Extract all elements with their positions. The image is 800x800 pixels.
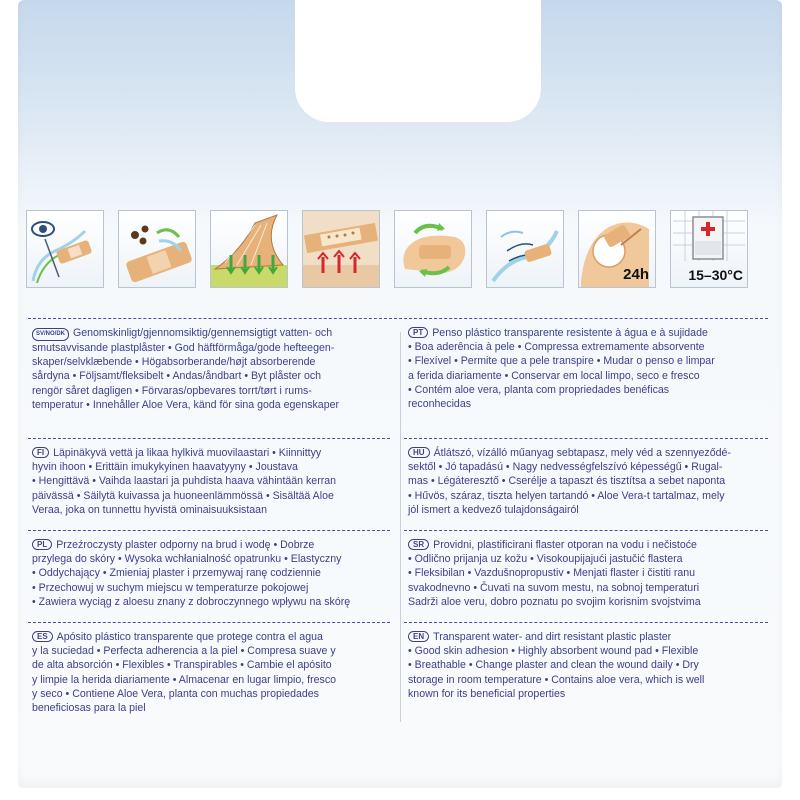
block-line: • Breathable • Change plaster and clean the wound daily • Dry [408,659,699,672]
block-line: svakodnevno • Čuvati na suvom mestu, na sobnoj temperaturi [408,581,700,594]
block-line: beneficiosas para la piel [32,702,146,715]
block-line: • Oddychający • Zmieniaj plaster i przemywaj ranę codziennie [32,567,321,580]
block-line: known for its beneficial properties [408,687,566,700]
text-block-sr [408,538,768,609]
divider [404,530,768,531]
block-line: päivässä • Säilytä kuivassa ja huoneenlämmössä • Sisältää Aloe [32,489,334,502]
block-line: Penso plástico transparente resistente à água e à sujidade [432,327,708,339]
block-line: mas • Légáteresztő • Cserélje a tapaszt és tisztítsa a sebet naponta [408,475,726,488]
block-line: • Zawiera wyciąg z aloesu znany z dobroczynnego wpływu na skórę [32,595,351,608]
text-block-hu [408,446,768,517]
hang-hole [295,0,541,122]
divider [28,622,390,623]
block-line: Sadrži aloe veru, dobro poznatu po svojim korisnim svojstvima [408,595,701,608]
block-line: • Hűvös, száraz, tiszta helyen tartandó • Aloe Vera-t tartalmaz, mely [408,489,725,502]
block-line: • Flexível • Permite que a pele transpire • Mudar o penso e limpar [408,355,715,368]
block-line: • Fleksibilan • Vazdušnopropustiv • Menjati flaster i čistiti ranu [408,567,696,580]
block-line: • Good skin adhesion • Highly absorbent wound pad • Flexible [408,645,699,658]
lang-badge: ES [32,631,53,642]
block-line: • Contém aloe vera, planta com propriedades benéficas [408,383,670,396]
block-line: Providni, plastificirani flaster otporan na vodu i nečistoće [433,539,697,551]
block-line: rengör såret dagligen • Förvaras/opbevares torrt/tørt i rums- [32,384,312,397]
block-line: sektől • Jó tapadású • Nagy nedvességfelszívó képességű • Rugal- [408,461,723,474]
divider-top [28,318,768,319]
text-block-pt [408,326,768,411]
lang-badge: PL [32,539,52,550]
text-block-sv-no-dk [32,326,392,412]
change-daily-icon [578,210,656,288]
block-line: jól ismert a kedvező tulajdonságairól [408,503,579,516]
block-line: de alta absorción • Flexibles • Transpirables • Cambie el apósito [32,659,332,672]
block-line: y limpie la herida diariamente • Almacenar en lugar limpio, fresco [32,673,337,686]
lang-badge: SR [408,539,429,550]
lang-badge: FI [32,447,49,458]
block-line: • Hengittävä • Vaihda laastari ja puhdista haava vähintään kerran [32,475,337,488]
block-line: Transparent water- and dirt resistant plastic plaster [433,631,672,643]
lang-badge: EN [408,631,429,642]
block-line: skaper/selvklæbende • Högabsorberande/højt absorberende [32,356,316,369]
lang-badge: HU [408,447,430,458]
block-line: Läpinäkyvä vettä ja likaa hylkivä muovilaastari • Kiinnittyy [53,447,322,459]
divider [404,438,768,439]
block-line: smutsavvisande plastplåster • God häftförmåga/gode hefteegen- [32,342,335,354]
skin-adhesion-icon [394,210,472,288]
text-block-es [32,630,392,715]
eye-transparent-icon [26,210,104,288]
pictogram-row [26,210,772,290]
change-daily-label: 24h [623,266,649,283]
block-line: a ferida diariamente • Conservar em local limpo, seco e fresco [408,369,700,382]
divider [28,438,390,439]
block-line: storage in room temperature • Contains aloe vera, which is well [408,673,705,686]
block-line: Przeźroczysty plaster odporny na brud i wodę • Dobrze [56,539,315,551]
block-line: • Boa aderência à pele • Compressa extremamente absorvente [408,341,705,354]
storage-temperature-icon [670,210,748,288]
divider [404,622,768,623]
block-line: temperatur • Innehåller Aloe Vera, känd för sina goda egenskaper [32,398,340,411]
block-line: Genomskinligt/gjennomsiktig/gennemsigtigt vatten- och [73,327,333,339]
block-line: y la suciedad • Perfecta adherencia a la piel • Compresa suave y [32,645,336,658]
dirt-resistant-icon [118,210,196,288]
storage-temperature-label: 15–30°C [688,267,743,283]
block-line: sårdyna • Följsamt/fleksibelt • Andas/åndbart • Byt plåster och [32,370,322,383]
divider [28,530,390,531]
block-line: hyvin ihoon • Erittäin imukykyinen haavatyyny • Joustava [32,461,298,474]
lang-badge: PT [408,327,428,338]
lang-badge: SV/NO/DK [32,328,69,341]
block-line: • Odlično prijanja uz kožu • Visokoupijajući jastučić flastera [408,553,683,566]
water-resistant-icon [486,210,564,288]
block-line: Átlátszó, vízálló műanyag sebtapasz, mely véd a szennyeződé- [433,447,731,459]
block-line: Veraa, joka on tunnettu hyvistä ominaisuuksistaan [32,503,267,516]
breathable-icon [302,210,380,288]
text-block-fi [32,446,392,517]
text-block-en [408,630,768,701]
block-line: reconhecidas [408,398,472,411]
block-line: • Przechowuj w suchym miejscu w temperaturze pokojowej [32,581,309,594]
flexible-icon [210,210,288,288]
block-line: przylega do skóry • Wysoka wchłanialność opatrunku • Elastyczny [32,553,342,566]
block-line: y seco • Contiene Aloe Vera, planta con muchas propiedades [32,687,319,700]
text-block-pl [32,538,392,609]
block-line: Apósito plástico transparente que protege contra el agua [56,631,323,643]
column-divider [400,332,401,722]
